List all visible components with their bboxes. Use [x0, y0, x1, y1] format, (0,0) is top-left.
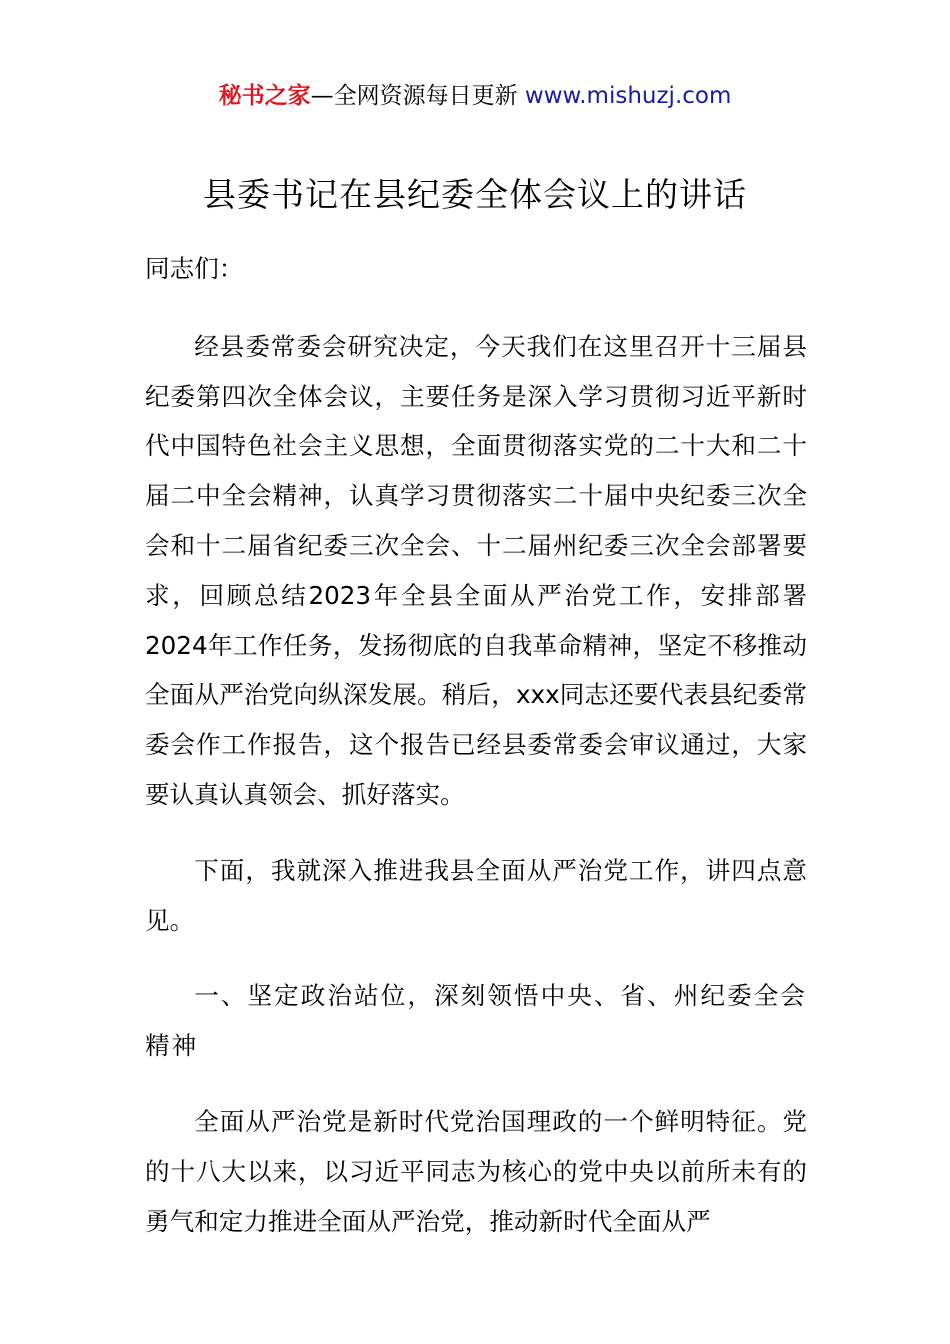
site-url-link[interactable]: www.mishuzj.com: [524, 83, 732, 109]
paragraph-outline: 下面，我就深入推进我县全面从严治党工作，讲四点意见。: [145, 855, 807, 935]
site-header: [0, 80, 950, 112]
salutation: 同志们：: [145, 254, 244, 283]
document-body: [145, 244, 807, 1246]
section-heading-1: 一、坚定政治站位，深刻领悟中央、省、州纪委全会精神: [145, 981, 807, 1061]
brand-name: 秘书之家: [218, 83, 311, 109]
paragraph-intro: 经县委常委会研究决定，今天我们在这里召开十三届县纪委第四次全体会议，主要任务是深入学习贯彻习近平新时代中国特色社会主义思想，全面贯彻落实党的二十大和二十届二中全会精神，认真学习贯彻落实二十届中央纪委三次全会和十二届省纪委三次全会、十二届州纪委三次全会部署要求，回顾总结2023年全县全面从严治党工作，安排部署2024年工作任务，发扬彻底的自我革命精神，坚定不移推动全面从严治党向纵深发展。稍后，xxx同志还要代表县纪委常委会作工作报告，这个报告已经县委常委会审议通过，大家要认真认真领会、抓好落实。: [145, 331, 807, 809]
paragraph-section-1: 全面从严治党是新时代党治国理政的一个鲜明特征。党的十八大以来，以习近平同志为核心的党中央以前所未有的勇气和定力推进全面从严治党，推动新时代全面从严: [145, 1106, 807, 1236]
header-tagline: —全网资源每日更新: [310, 83, 525, 109]
document-title: 县委书记在县纪委全体会议上的讲话: [203, 175, 747, 214]
